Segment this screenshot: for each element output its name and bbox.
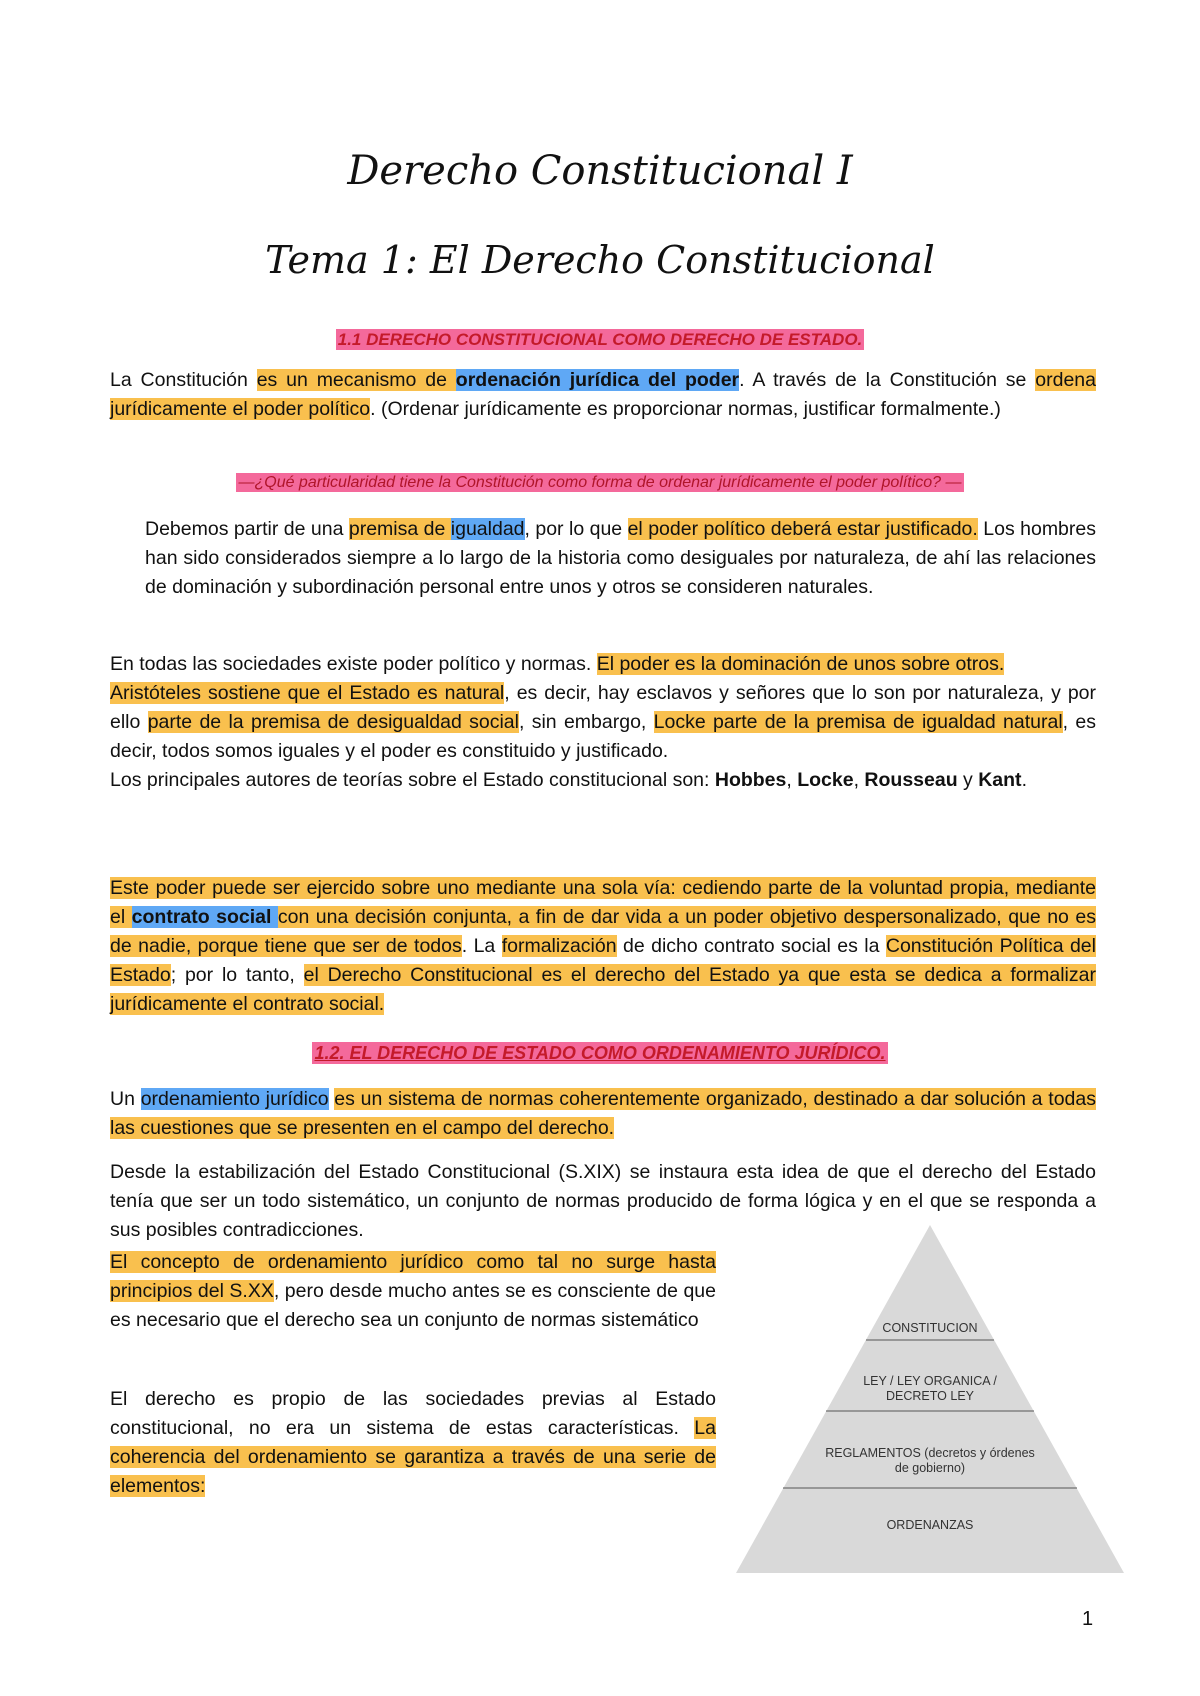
paragraph-coherence: El derecho es propio de las sociedades previas al Estado constitucional, no era un sistema de estas características. La coherencia del ordenamiento se garantiza a través de una serie de elementos:	[110, 1388, 716, 1497]
page-number: 1	[1082, 1608, 1094, 1630]
paragraph-social-contract: Este poder puede ser ejercido sobre uno mediante una sola vía: cediendo parte de la voluntad propia, mediante el contrato social con una decisión conjunta, a fin de dar vida a un poder objetivo despersonalizado, que no es de nadie, porque tiene que ser de todos. La formalización de dicho contrato social es la Constitución Política del Estado; por lo tanto, el Derecho Constitucional es el derecho del Estado ya que esta se dedica a formalizar jurídicamente el contrato social.	[110, 877, 1096, 1015]
paragraph-constitution-mechanism: La Constitución es un mecanismo de ordenación jurídica del poder. A través de la Constitución se ordena jurídicamente el poder político. (Ordenar jurídicamente es proporcionar normas, justificar formalmente.)	[110, 369, 1096, 420]
pyramid-level-reglamentos-line1: REGLAMENTOS (decretos y órdenes	[825, 1446, 1035, 1460]
section-heading-1-2: 1.2. EL DERECHO DE ESTADO COMO ORDENAMIENTO JURÍDICO.	[314, 1043, 886, 1063]
document-title: Derecho Constitucional I	[347, 148, 853, 194]
section-heading-1-1: 1.1 DERECHO CONSTITUCIONAL COMO DERECHO DE ESTADO.	[337, 330, 863, 349]
question-line: —¿Qué particularidad tiene la Constitución como forma de ordenar jurídicamente el poder político? —	[238, 474, 962, 491]
paragraph-concept-origin: El concepto de ordenamiento jurídico como tal no surge hasta principios del S.XX, pero desde mucho antes se es consciente de que es necesario que el derecho sea un conjunto de normas sistemático	[110, 1251, 716, 1331]
pyramid-level-constitucion: CONSTITUCION	[882, 1321, 978, 1335]
pyramid-level-ley-line2: DECRETO LEY	[886, 1389, 974, 1403]
paragraph-legal-order-definition: Un ordenamiento jurídico es un sistema de normas coherentemente organizado, destinado a dar solución a todas las cuestiones que se presenten en el campo del derecho.	[110, 1088, 1096, 1139]
pyramid-level-ley-line1: LEY / LEY ORGANICA /	[863, 1374, 997, 1388]
paragraph-equality-premise: Debemos partir de una premisa de igualdad, por lo que el poder político deberá estar justificado. Los hombres han sido considerados siempre a lo largo de la historia como desiguales por naturaleza, de ahí las relaciones de dominación y subordinación personal entre unos y otros se consideren naturales.	[145, 518, 1096, 598]
topic-title: Tema 1: El Derecho Constitucional	[265, 238, 935, 282]
pyramid-level-reglamentos-line2: de gobierno)	[894, 1461, 966, 1475]
normative-hierarchy-pyramid	[735, 1225, 1125, 1585]
pyramid-level-ordenanzas: ORDENANZAS	[886, 1518, 974, 1532]
paragraph-political-power: En todas las sociedades existe poder político y normas. El poder es la dominación de unos sobre otros. Aristóteles sostiene que el Estado es natural, es decir, hay esclavos y señores que lo son por naturaleza, y por ello parte de la premisa de desigualdad social, sin embargo, Locke parte de la premisa de igualdad natural, es decir, todos somos iguales y el poder es constituido y justificado. Los principales autores de teorías sobre el Estado constitucional son: Hobbes, Locke, Rousseau y Kant.	[110, 653, 1097, 791]
paragraph-stabilization: Desde la estabilización del Estado Constitucional (S.XIX) se instaura esta idea de que el derecho del Estado tenía que ser un todo sistemático, un conjunto de normas producido de forma lógica y en el que se responda a sus posibles contradicciones.	[110, 1161, 1096, 1241]
